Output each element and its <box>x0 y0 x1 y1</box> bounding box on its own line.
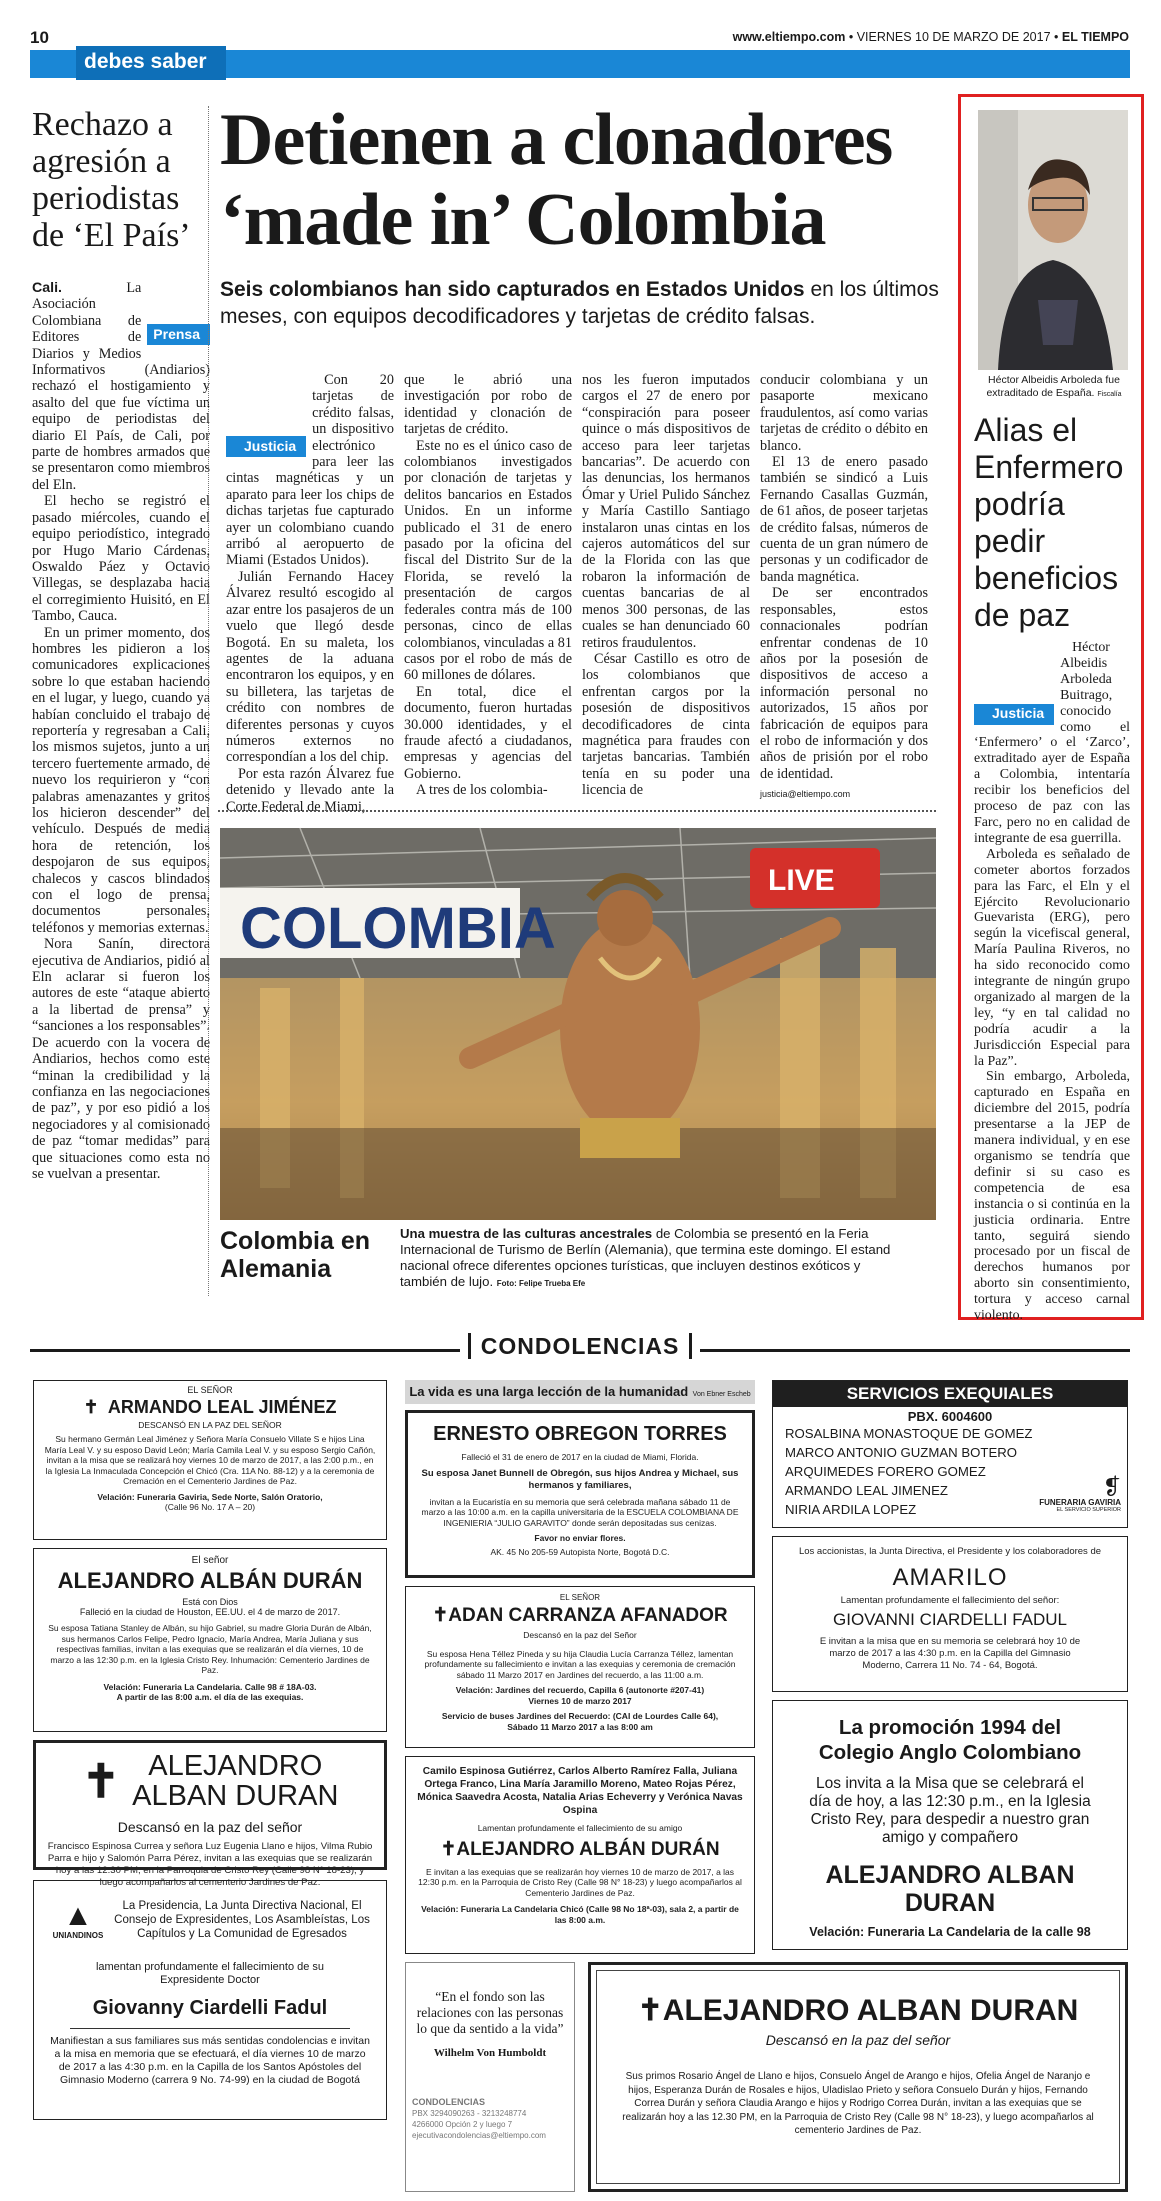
c6-serv2: Sábado 11 Marzo 2017 a las 8:00 am <box>507 1721 653 1732</box>
main-email: justicia@eltiempo.com <box>760 789 851 800</box>
quote-box <box>405 1962 575 2192</box>
amarilo-name: GIOVANNI CIARDELLI FADUL <box>833 1610 1067 1629</box>
c1-body: Su hermano Germán Leal Jiménez y Señora María Consuelo Villate S e hijos Lina María Leal V. y su esposo David León; María Camila Leal V. y su esposo Sergio Cañón, invitan a la misa que se realizará hoy viernes 10 de marzo de 2017, a las 2:00 p.m., en la Iglesia La Inmaculada Concepción el Chicó (Cra. 11A No. 88-12) y a la ceremonia de Cremación en el Cementerio Jardines de Paz. <box>44 1434 376 1486</box>
c4-intro: La Presidencia, La Junta Directiva Nacional, El Consejo de Expresidentes, Los Asambleístas, Los Capítulos y La Comunidad de Egresados <box>114 1900 370 1940</box>
cross-icon: ✝ <box>83 1397 99 1417</box>
portrait-credit: Fiscalía <box>1097 391 1122 398</box>
c2-vel2: A partir de las 8:00 a.m. el día de las exequias. <box>116 1692 304 1702</box>
main-col4-p3: De ser encontrados responsables, estos connacionales podrían enfrentar condenas de 10 años por la posesión de dispositivos de acceso a información personal no autorizados, 15 años por fabricación de equipos para el robo de información y dos años de prisión por el robo de identidad. <box>760 585 928 782</box>
c6-vel: Velación: Jardines del recuerdo, Capilla 6 (autonorte #207-41) <box>455 1685 705 1695</box>
c3-body: Francisco Espinosa Currea y señora Luz Eugenia Llano e hijos, Vilma Rubio Parra e hijo y Salomón Parra Pérez, invitan a las exequias que se realizarán hoy a las 12.30 PM, en la Parroquia de Cristo Rey (Calle 98 N° 18-23), y luego acompañarlos al cementerio Jardines de Paz. <box>47 1841 373 1888</box>
photo-illustration <box>220 828 936 1220</box>
right-headline: Alias el Enfermero podría pedir beneficios de paz <box>974 412 1124 633</box>
main-subhead <box>220 276 940 330</box>
c5-body: invitan a la Eucaristía en su memoria que será celebrada mañana sábado 11 de marzo a las 10:00 a.m. en la capilla universitaria de la ESCUELA COLOMBIANA DE INGENIERIA “JULIO GARAVITO” donde serán depositadas sus cenizas. <box>421 1496 739 1528</box>
c2-sub2: Falleció en la ciudad de Houston, EE.UU. el 4 de marzo de 2017. <box>79 1607 341 1617</box>
c6-top: EL SEÑOR <box>559 1593 601 1602</box>
dotted-separator <box>218 810 936 812</box>
quote-author: Wilhelm Von Humboldt <box>433 2047 547 2059</box>
right-article-body <box>974 640 1130 1324</box>
c4-lament: lamentan profundamente el fallecimiento de su Expresidente Doctor <box>95 1961 325 1986</box>
column-rule <box>208 106 209 1296</box>
c7-body: E invitan a las exequias que se realizarán hoy viernes 10 de marzo de 2017, a las 12:30 p.m. en la Parroquia de Cristo Rey (Calle 98 N° 18-23) y luego acompañarlos al Cementerio Jardines de Paz. <box>418 1866 742 1898</box>
portrait-caption-text: Héctor Albeidis Arboleda fue extraditado de España. <box>986 374 1120 399</box>
obit-uniandinos <box>33 1880 387 2120</box>
main-col1-p3: Por esta razón Álvarez fue detenido y llevado ante la Corte Federal de Miami, <box>226 765 394 815</box>
page-number: 10 <box>30 28 49 47</box>
amarilo-brand: AMARILO <box>892 1563 1008 1591</box>
c5-family: Su esposa Janet Bunnell de Obregón, sus hijos Andrea y Michael, sus hermanos y familiares, <box>421 1467 739 1491</box>
obit-alejandro-alban-4 <box>588 1962 1128 2192</box>
main-headline-line1: Detienen a clonadores <box>220 99 893 181</box>
cross-icon-large: ✝ <box>81 1755 121 1807</box>
c3-sub: Descansó en la paz del señor <box>117 1819 303 1835</box>
right-p3: Sin embargo, Arboleda, capturado en España en diciembre del 2015, podría presentarse a la JEP de manera individual, y en ese organismo se tendría que definir si su caso es competencia de esa instancia o si continúa en la justicia ordinaria. Entre tanto, seguirá siendo procesado por un fiscal de derechos humanos por aborto sin consentimiento, tortura y acceso carnal violento. <box>974 1069 1130 1324</box>
c7-vel: Velación: Funeraria La Candelaria Chicó (Calle 98 No 18ª-03), sala 2, a partir de las 8:00 a.m. <box>421 1904 739 1925</box>
left-headline: Rechazo a agresión a periodistas de ‘El País’ <box>32 106 191 254</box>
main-col4-p2: El 13 de enero pasado también se sindicó a Luis Fernando Casallas Guzmán, de 61 años, de poseer tarjetas de crédito falsas, números de cuenta de un gran número de personas y un codificador de banda magnética. <box>760 454 928 585</box>
servicios-name-item: ARMANDO LEAL JIMENEZ <box>785 1483 948 1498</box>
c7-lament: Lamentan profundamente el fallecimiento de su amigo <box>477 1823 683 1833</box>
c5-name: ERNESTO OBREGON TORRES <box>433 1423 727 1445</box>
photo-caption-title: Colombia en Alemania <box>220 1227 371 1283</box>
c8-sub: Descansó en la paz del señor <box>765 2032 951 2048</box>
uniandinos-logo-icon: ▲ <box>63 1898 93 1932</box>
cross-icon: ✝ <box>440 1838 457 1860</box>
left-p1: La Asociación Colombiana de Editores de Diarios y Medios Informativos (Andiarios) rechazó el hostigamiento y asalto del que fue víctima un equipo de periodistas del diario El País, de Cali, por parte de hombres armados que se presentaron como miembros del Eln. <box>32 280 210 493</box>
main-col3-p1: nos les fueron imputados cargos el 27 de enero por “conspiración para poseer quince o más dispositivos de acceso para leer tarjetas bancarias”. De acuerdo con las denuncias, los hermanos Ómar y Uriel Pulido Sánchez y María Castillo Santiago instalaron unas cintas en los cajeros automáticos del sur de la Florida con las que robaron la información de cuentas bancarias de al menos 300 personas, de las cuales se han denunciado 60 retiros fraudulentos. <box>582 372 750 651</box>
c2-sub: Está con Dios <box>182 1597 238 1607</box>
tag-justicia-right: Justicia <box>974 704 1054 725</box>
promocion-name: ALEJANDRO ALBAN DURAN <box>825 1861 1075 1917</box>
section-label: debes saber <box>84 50 207 73</box>
photo-stand-text: COLOMBIA <box>240 896 556 961</box>
amarilo-intro: Los accionistas, la Junta Directiva, el Presidente y los colaboradores de <box>798 1546 1102 1557</box>
amarilo-body: E invitan a la misa que en su memoria se celebrará hoy 10 de marzo de 2017 a las 4:30 p.m. en la Capilla del Gimnasio Moderno, Carrera 11 No. 74 - 64, Bogotá. <box>819 1636 1081 1671</box>
main-col-4 <box>760 372 928 803</box>
obit-ernesto-obregon <box>405 1410 755 1578</box>
c2-name: ALEJANDRO ALBÁN DURÁN <box>57 1568 363 1593</box>
main-subhead-bold: Seis colombianos han sido capturados en Estados Unidos <box>220 278 805 301</box>
main-col4-p1: conducir colombiana y un pasaporte mexicano fraudulentos, así como varias tarjetas de crédito o débito en blanco. <box>760 372 928 454</box>
quote-banner-text: La vida es una larga lección de la humanidad <box>409 1384 689 1399</box>
condolencias-title: CONDOLENCIAS <box>468 1333 693 1359</box>
c6-vel2: Viernes 10 de marzo 2017 <box>528 1695 632 1706</box>
quote-label: CONDOLENCIAS <box>412 2097 486 2107</box>
main-col2-p4: A tres de los colombia- <box>416 782 548 799</box>
main-col2-p3: En total, dice el documento, fueron hurtadas 30.000 identidades, y el fraude afectó a ciudadanos, empresas y agencias del Gobierno. <box>404 683 572 782</box>
right-p2: Arboleda es señalado de cometer abortos forzados para las Farc, el Eln y el Ejército Revolucionario Guevarista (ERG), pero según la vicefiscal general, María Paulina Riveros, no ha sido reconocido como integrante de ningún grupo organizado al margen de la ley, “y en tal calidad no podría acudir a la Jurisdicción Especial para la Paz”. <box>974 846 1130 1069</box>
c7-name: ALEJANDRO ALBÁN DURÁN <box>456 1838 720 1860</box>
servicios-pbx: PBX. 6004600 <box>907 1409 993 1424</box>
header-date: VIERNES 10 DE MARZO DE 2017 <box>856 30 1051 44</box>
c3-name-line1: ALEJANDRO <box>148 1750 323 1782</box>
obit-amarilo <box>772 1536 1128 1692</box>
photo-caption-bold: Una muestra de las culturas ancestrales <box>400 1226 653 1241</box>
header-brand: EL TIEMPO <box>1061 30 1129 44</box>
left-p4: Nora Sanín, directora ejecutiva de Andiarios, pidió al Eln aclarar si fueron los autores de este “ataque abierto a la libertad de prensa” y “sanciones a los responsables”. De acuerdo con la vocera de Andiarios, hechos como este “minan la credibilidad y la confianza en las negociaciones de paz”, y por eso pidió a los negociadores y al comisionado de paz “tomar medidas” para que situaciones como esta no se vuelvan a presentar. <box>32 936 210 1182</box>
servicios-name-item: ROSALBINA MONASTOQUE DE GOMEZ <box>785 1426 1033 1441</box>
c7-names: Camilo Espinosa Gutiérrez, Carlos Alberto Ramírez Falla, Juliana Ortega Franco, Lina María Jaramillo Moreno, Mateo Rojas Pérez, Mónica Saavedra Acosta, Natalia Arias Echeverry y Verónica Navas Ospina <box>417 1766 743 1816</box>
c1-sub: DESCANSÓ EN LA PAZ DEL SEÑOR <box>138 1420 282 1430</box>
main-headline-line2: ‘made in’ Colombia <box>220 179 826 261</box>
uniandinos-logo: UNIANDINOS <box>52 1930 104 1940</box>
colombia-photo <box>220 828 936 1220</box>
amarilo-lament: Lamentan profundamente el fallecimiento del señor: <box>840 1594 1060 1606</box>
promocion-title: La promoción 1994 del Colegio Anglo Colombiano <box>818 1716 1082 1764</box>
portrait-caption <box>976 374 1132 401</box>
main-col2-p1: que le abrió una investigación por robo de identidad y clonación de tarjetas de crédito. <box>404 372 572 438</box>
c8-name: ALEJANDRO ALBAN DURAN <box>662 1994 1079 2027</box>
promocion-body: Los invita a la Misa que se celebrará el día de hoy, a las 12:30 p.m., en la Iglesia Cristo Rey, para despedir a nuestro gran amigo y compañero <box>809 1775 1091 1846</box>
obit-alejandro-alban-1 <box>33 1548 387 1732</box>
c4-body: Manifiestan a sus familiares sus más sentidas condolencias e invitan a la misa en memoria que se efectuará, el día viernes 10 de marzo de 2017 a las 4:30 p.m. en la Capilla de los Santos Apóstoles del Gimnasio Moderno (carrera 9 No. 74-99) en la ciudad de Bogotá <box>50 2035 370 2086</box>
c1-name: ARMANDO LEAL JIMÉNEZ <box>107 1397 337 1417</box>
quote-email: ejecutivacondolencias@eltiempo.com <box>412 2131 546 2140</box>
main-col-1 <box>226 372 394 815</box>
servicios-title: SERVICIOS EXEQUIALES <box>773 1381 1127 1407</box>
header-url: www.eltiempo.com <box>732 30 846 44</box>
obit-armando-leal <box>33 1380 387 1540</box>
c5-sub: Falleció el 31 de enero de 2017 en la ciudad de Miami, Florida. <box>461 1452 699 1462</box>
promocion-vel: Velación: Funeraria La Candelaria de la calle 98 <box>809 1925 1091 1939</box>
c2-top: El señor <box>191 1555 229 1566</box>
c6-name: ADAN CARRANZA AFANADOR <box>448 1605 728 1626</box>
c5-addr: AK. 45 No 205-59 Autopista Norte, Bogotá D.C. <box>490 1546 670 1557</box>
main-col2-p2: Este no es el único caso de colombianos investigados por clonación de tarjetas y delitos bancarios en Estados Unidos. En un informe publicado el 31 de enero pasado por la oficina del fiscal del Distrito Sur de la Florida, se reveló la presentación de cargos federales contra más de 100 personas, cinco de ellas colombianos, vinculadas a 81 casos por el robo de más de 60 millones de dólares. <box>404 437 572 684</box>
main-col-3 <box>582 372 750 799</box>
obit-alejandro-alban-3 <box>405 1756 755 1954</box>
left-article-body <box>32 280 210 1182</box>
servicios-name-item: ARQUIMEDES FORERO GOMEZ <box>785 1464 986 1479</box>
cross-icon: ✝ <box>432 1605 449 1626</box>
servicios-exequiales <box>772 1380 1128 1528</box>
c3-name-line2: ALBAN DURAN <box>132 1780 339 1812</box>
header-dateline: www.eltiempo.com • VIERNES 10 DE MARZO DE 2017 • EL TIEMPO <box>732 30 1129 44</box>
right-p1: Héctor Albeidis Arboleda Buitrago, conocido como el ‘Enfermero’ o el ‘Zarco’, extraditado ayer de España a Colombia, intentaría recibir los beneficios del proceso de paz con las Farc, pero no en calidad de integrante de esa guerrilla. <box>974 640 1130 846</box>
c5-flowers: Favor no enviar flores. <box>534 1533 626 1543</box>
tag-prensa: Prensa <box>147 324 210 345</box>
main-subhead-rest: en los últimos meses, con equipos decodificadores y tarjetas de crédito falsas. <box>220 278 939 328</box>
obit-promocion-1994 <box>772 1700 1128 1950</box>
c2-vel: Velación: Funeraria La Candelaria. Calle 98 # 18A-03. <box>103 1681 317 1692</box>
quote-pbx: PBX 3294090263 - 3213248774 <box>412 2109 527 2118</box>
main-col1-p2: Julián Fernando Hacey Álvarez resultó escogido al azar entre los pasajeros de un vuelo que llegó desde Bogotá. En su maleta, los agentes de la aduana encontraron los equipos, y en su billetera, las tarjetas de crédito con nombres de diferentes personas y cuyos números externos no correspondían a los del chip. <box>226 568 394 766</box>
main-col-2 <box>404 372 572 799</box>
quote-text: “En el fondo son las relaciones con las personas lo que da sentido a la vida” <box>416 1989 564 2036</box>
funeraria-logo-sub: EL SERVICIO SUPERIOR <box>1056 1507 1121 1513</box>
quote-opt: 4266000 Opción 2 y luego 7 <box>412 2120 513 2129</box>
condolencias-title-wrap <box>460 1333 700 1363</box>
servicios-name-item: NIRIA ARDILA LOPEZ <box>785 1502 917 1517</box>
main-col1-p1: Con 20 tarjetas de crédito falsas, un dispositivo electrónico para leer las cintas magnéticas y un aparato para leer los chips de dichas tarjetas fue capturado ayer un colombiano cuando arribó al aeropuerto de Miami (Estados Unidos). <box>226 372 394 569</box>
c6-body: Su esposa Hena Téllez Pineda y su hija Claudia Lucía Carranza Téllez, lamentan profundamente su fallecimiento e invitan a las exequias y ceremonia de cremación sábado 11 Marzo 2017 en Jardines del recuerdo, a las 11:00 a.m. <box>424 1648 736 1680</box>
c1-vel: Velación: Funeraria Gaviria, Sede Norte, Salón Oratorio, <box>97 1491 323 1502</box>
c8-body: Sus primos Rosario Ángel de Llano e hijos, Consuelo Ángel de Arango e hijos, Ofelia Ángel de Naranjo e hijos, Esperanza Durán de Rosales e hijos, Uladislao Prieto y señora Consuelo Durán y hijos, Fernando Correa Durán y señora Claudia Arango e hijos y Rodrigo Correa Durán, invitan a las exequias que se realizarán hoy a las 12.30 PM, en la Parroquia de Cristo Rey (Calle 98 N° 18-23), y luego acompañarlos al cementerio Jardines de Paz. <box>622 2071 1094 2136</box>
c1-top: EL SEÑOR <box>187 1385 233 1395</box>
funeraria-logo: FUNERARIA GAVIRIA <box>1039 1498 1121 1507</box>
portrait-photo <box>978 110 1128 370</box>
funeraria-logo-icon: ❡ <box>1102 1474 1121 1499</box>
tag-justicia: Justicia <box>226 436 306 457</box>
cross-icon: ✝ <box>637 1994 663 2027</box>
c6-sub: Descansó en la paz del Señor <box>523 1630 637 1640</box>
photo-live-text: LIVE <box>768 864 835 897</box>
main-headline <box>220 100 955 260</box>
quote-banner-author: Von Ebner Escheb <box>692 1391 751 1398</box>
left-p2: El hecho se registró el pasado miércoles, cuando el equipo periodístico, integrado por Hugo Mario Cárdenas, Oswaldo Páez y Octavio Villegas, se desplazaba hacia el corregimiento Huisitó, en El Tambo, Cauca. <box>32 493 210 625</box>
photo-caption <box>400 1226 900 1292</box>
servicios-name-item: MARCO ANTONIO GUZMAN BOTERO <box>785 1445 1018 1460</box>
obit-alejandro-alban-2 <box>33 1740 387 1888</box>
photo-caption-rest: de Colombia se presentó en la Feria Internacional de Turismo de Berlín (Alemania), que termina este domingo. El estand nacional ofrece diferentes opciones turísticas, que incluyen destinos exóticos y también de lujo. <box>400 1226 891 1289</box>
left-p3: En un primer momento, dos hombres les pidieron a los comunicadores explicaciones sobre lo que estaban haciendo en el lugar, y luego, cuando ya habían concluido el trabajo de reportería y regresaban a Cali, los mismos sujetos, junto a un tercero fuertemente armado, de nuevo los requirieron y “con palabras amenazantes y gritos los hicieron descender” del vehículo. Después de media hora de retención, los despojaron de sus equipos, chalecos y cascos blindados con el logo de prensa, documentos personales, teléfonos y memorias externas. <box>32 624 210 936</box>
photo-credit: Foto: Felipe Trueba Efe <box>496 1279 586 1288</box>
quote-banner <box>405 1380 755 1404</box>
obit-adan-carranza <box>405 1586 755 1748</box>
c2-body: Su esposa Tatiana Stanley de Albán, su hijo Gabriel, su madre Gloria Durán de Albán, sus hermanos Carlos Felipe, Pedro Ignacio, María Andrea, María Juliana y sus respectivas familias, invitan a las exequias que se realizarán el día viernes, 10 de marzo a las 12:30 p.m. en la Iglesia Cristo Rey. Inhumación: Cementerio Jardines de Paz. <box>48 1623 372 1675</box>
c1-vel2: (Calle 96 No. 17 A – 20) <box>164 1502 256 1512</box>
main-col3-p2: César Castillo es otro de los colombianos que enfrentan cargos por la posesión de dispositivos decodificadores de cinta magnética para fraudes con tarjetas bancarias. También tenía en su poder una licencia de <box>582 650 750 799</box>
left-dateline: Cali. <box>32 280 62 296</box>
c6-serv: Servicio de buses Jardines del Recuerdo: (CAI de Lourdes Calle 64), <box>441 1711 719 1721</box>
c4-name: Giovanny Ciardelli Fadul <box>92 1997 328 2019</box>
